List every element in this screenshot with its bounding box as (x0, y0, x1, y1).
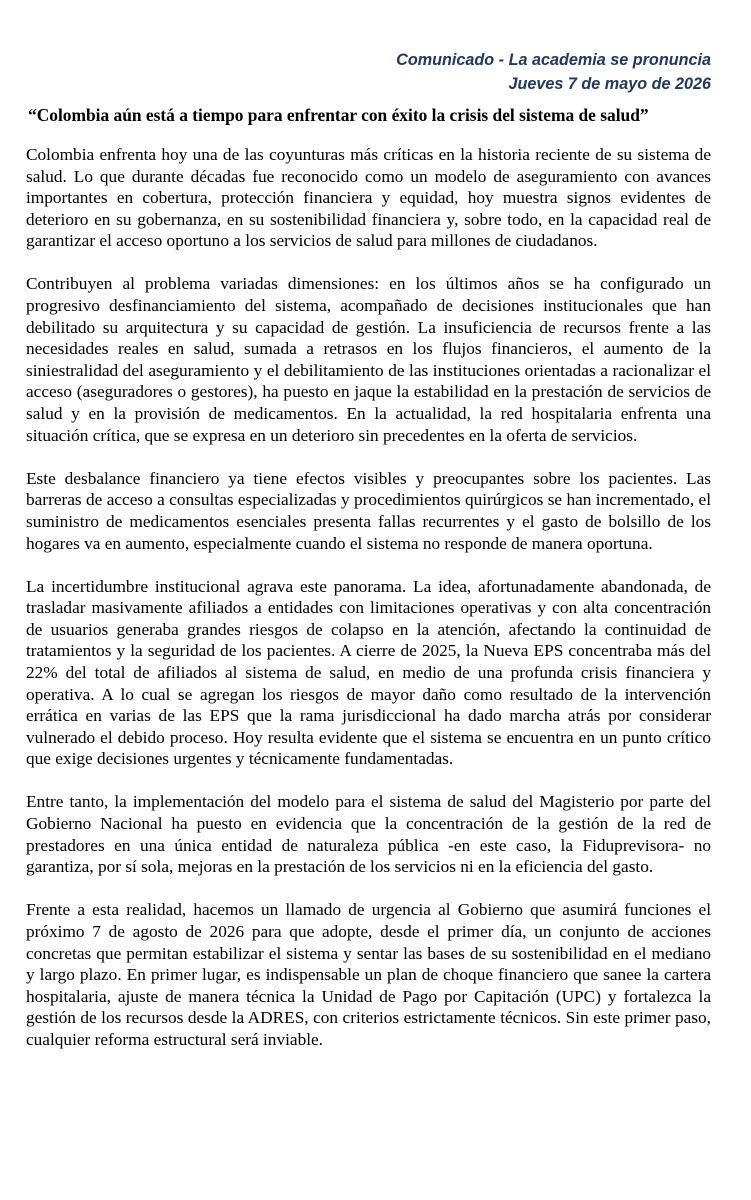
paragraph-2: Contribuyen al problema variadas dimensiones: en los últimos años se ha configurado un progresivo desfinanciamiento del sistema, acompañado de decisiones institucionales que han debilitado su arquitectura y su capacidad de gestión. La insuficiencia de recursos frente a las necesidades reales en salud, sumada a retrasos en los flujos financieros, el aumento de la siniestralidad del aseguramiento y el debilitamiento de las instituciones orientadas a racionalizar el acceso (aseguradores o gestores), ha puesto en jaque la estabilidad en la prestación de servicios de salud y en la provisión de medicamentos. En la actualidad, la red hospitalaria enfrenta una situación crítica, que se expresa en un deterioro sin precedentes en la oferta de servicios. (26, 274, 711, 445)
paragraph-1: Colombia enfrenta hoy una de las coyunturas más críticas en la historia reciente de su sistema de salud. Lo que durante décadas fue reconocido como un modelo de aseguramiento con avances importantes en cobertura, protección financiera y equidad, hoy muestra signos evidentes de deterioro en su gobernanza, en su sostenibilidad financiera y, sobre todo, en la capacidad real de garantizar el acceso oportuno a los servicios de salud para millones de ciudadanos. (26, 145, 711, 251)
paragraph-4: La incertidumbre institucional agrava este panorama. La idea, afortunadamente abandonada, de trasladar masivamente afiliados a entidades con limitaciones operativas y con alta concentración de usuarios generaba grandes riesgos de colapso en la atención, afectando la continuidad de tratamientos y la seguridad de los pacientes. A cierre de 2025, la Nueva EPS concentraba más del 22% del total de afiliados al sistema de salud, en medio de una profunda crisis financiera y operativa. A lo cual se agregan los riesgos de mayor daño como resultado de la intervención errática en varias de las EPS que la rama jurisdiccional ha dado marcha atrás por considerar vulnerado el debido proceso. Hoy resulta evidente que el sistema se encuentra en un punto crítico que exige decisiones urgentes y técnicamente fundamentadas. (26, 576, 711, 769)
header-date: Jueves 7 de mayo de 2026 (508, 75, 711, 93)
paragraph-3: Este desbalance financiero ya tiene efectos visibles y preocupantes sobre los pacientes. Las barreras de acceso a consultas especializadas y procedimientos quirúrgicos se han incrementado, el suministro de medicamentos esenciales presenta fallas recurrentes y el gasto de bolsillo de los hogares va en aumento, especialmente cuando el sistema no responde de manera oportuna. (26, 468, 711, 553)
header-label: Comunicado - La academia se pronuncia (396, 51, 711, 69)
communique-header (26, 48, 711, 96)
document-title: “Colombia aún está a tiempo para enfrentar con éxito la crisis del sistema de salud” (28, 105, 649, 125)
paragraph-6: Frente a esta realidad, hacemos un llamado de urgencia al Gobierno que asumirá funciones el próximo 7 de agosto de 2026 para que adopte, desde el primer día, un conjunto de acciones concretas que permitan estabilizar el sistema y sentar las bases de su sostenibilidad en el mediano y largo plazo. En primer lugar, es indispensable un plan de choque financiero que sanee la cartera hospitalaria, ajuste de manera técnica la Unidad de Pago por Capitación (UPC) y fortalezca la gestión de los recursos desde la ADRES, con criterios estrictamente técnicos. Sin este primer paso, cualquier reforma estructural será inviable. (26, 900, 711, 1049)
paragraph-5: Entre tanto, la implementación del modelo para el sistema de salud del Magisterio por parte del Gobierno Nacional ha puesto en evidencia que la concentración de la gestión de la red de prestadores en una única entidad de naturaleza pública -en este caso, la Fiduprevisora- no garantiza, por sí sola, mejoras en la prestación de los servicios ni en la eficiencia del gasto. (26, 792, 711, 877)
document-body (26, 144, 711, 1050)
